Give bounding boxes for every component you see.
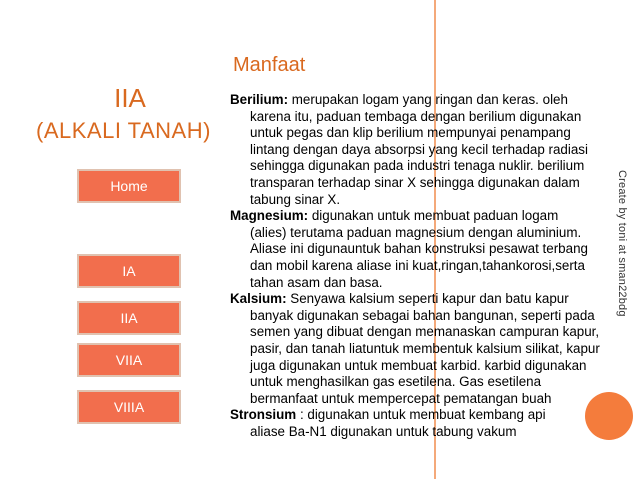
paragraph-first-line: merupakan logam yang ringan dan keras. oleh	[288, 92, 568, 107]
paragraph-kalsium	[230, 291, 610, 407]
viiia-button[interactable]: VIIIA	[77, 390, 181, 424]
group-subtitle	[36, 118, 211, 144]
subtitle-close-paren: )	[203, 118, 211, 143]
paragraph-stronsium	[230, 407, 610, 440]
home-button[interactable]: Home	[77, 169, 181, 203]
term-stronsium: Stronsium	[230, 407, 297, 423]
paragraph-berilium	[230, 92, 610, 208]
term-magnesium: Magnesium:	[230, 208, 309, 224]
term-berilium: Berilium:	[230, 92, 289, 107]
paragraph-first-line: digunakan untuk membuat paduan logam	[308, 208, 559, 224]
paragraph-rest: banyak digunakan sebagai bahan bangunan, seperti pada semen yang dibuat dengan memanaskan campuran kapur, pasir, dan tanah liatuntuk membentuk kalsium silikat, kapur juga digunakan untuk membuat karbid. karbid digunakan untuk menghasilkan gas esetilena. Gas esetilena bermanfaat untuk mempercepat pematangan buah	[250, 307, 600, 406]
section-heading: Manfaat	[233, 54, 306, 76]
paragraph-rest: karena itu, paduan tembaga dengan berilium digunakan untuk pegas dan klip berilium mempunyai penampang lintang dengan daya absorpsi yang kecil terhadap radiasi sehingga digunakan pada industri tenaga nuklir. berilium transparan terhadap sinar X sehingga digunakan dalam tabung sinar X.	[250, 108, 588, 207]
paragraph-magnesium	[230, 208, 610, 291]
subtitle-open-paren: (	[36, 118, 44, 143]
ia-button[interactable]: IA	[77, 254, 181, 288]
paragraph-rest: aliase Ba-N1 digunakan untuk tabung vakum	[250, 423, 517, 439]
group-title: IIA	[114, 83, 146, 113]
paragraph-first-line: Senyawa kalsium seperti kapur dan batu kapur	[286, 291, 569, 307]
paragraph-first-line: : digunakan untuk membuat kembang api	[296, 407, 546, 423]
term-kalsium: Kalsium:	[230, 291, 287, 307]
iia-button[interactable]: IIA	[77, 301, 181, 335]
vertical-credit-text: Create by toni at sman22bdg	[616, 170, 628, 317]
viia-button[interactable]: VIIA	[77, 343, 181, 377]
paragraph-rest: (alies) terutama paduan magnesium dengan aluminium. Aliase ini digunauntuk bahan konstruksi pesawat terbang dan mobil karena aliase ini kuat,ringan,tahankorosi,serta tahan asam dan basa.	[250, 224, 588, 290]
content-body	[230, 92, 610, 440]
subtitle-text: ALKALI TANAH	[43, 118, 204, 143]
